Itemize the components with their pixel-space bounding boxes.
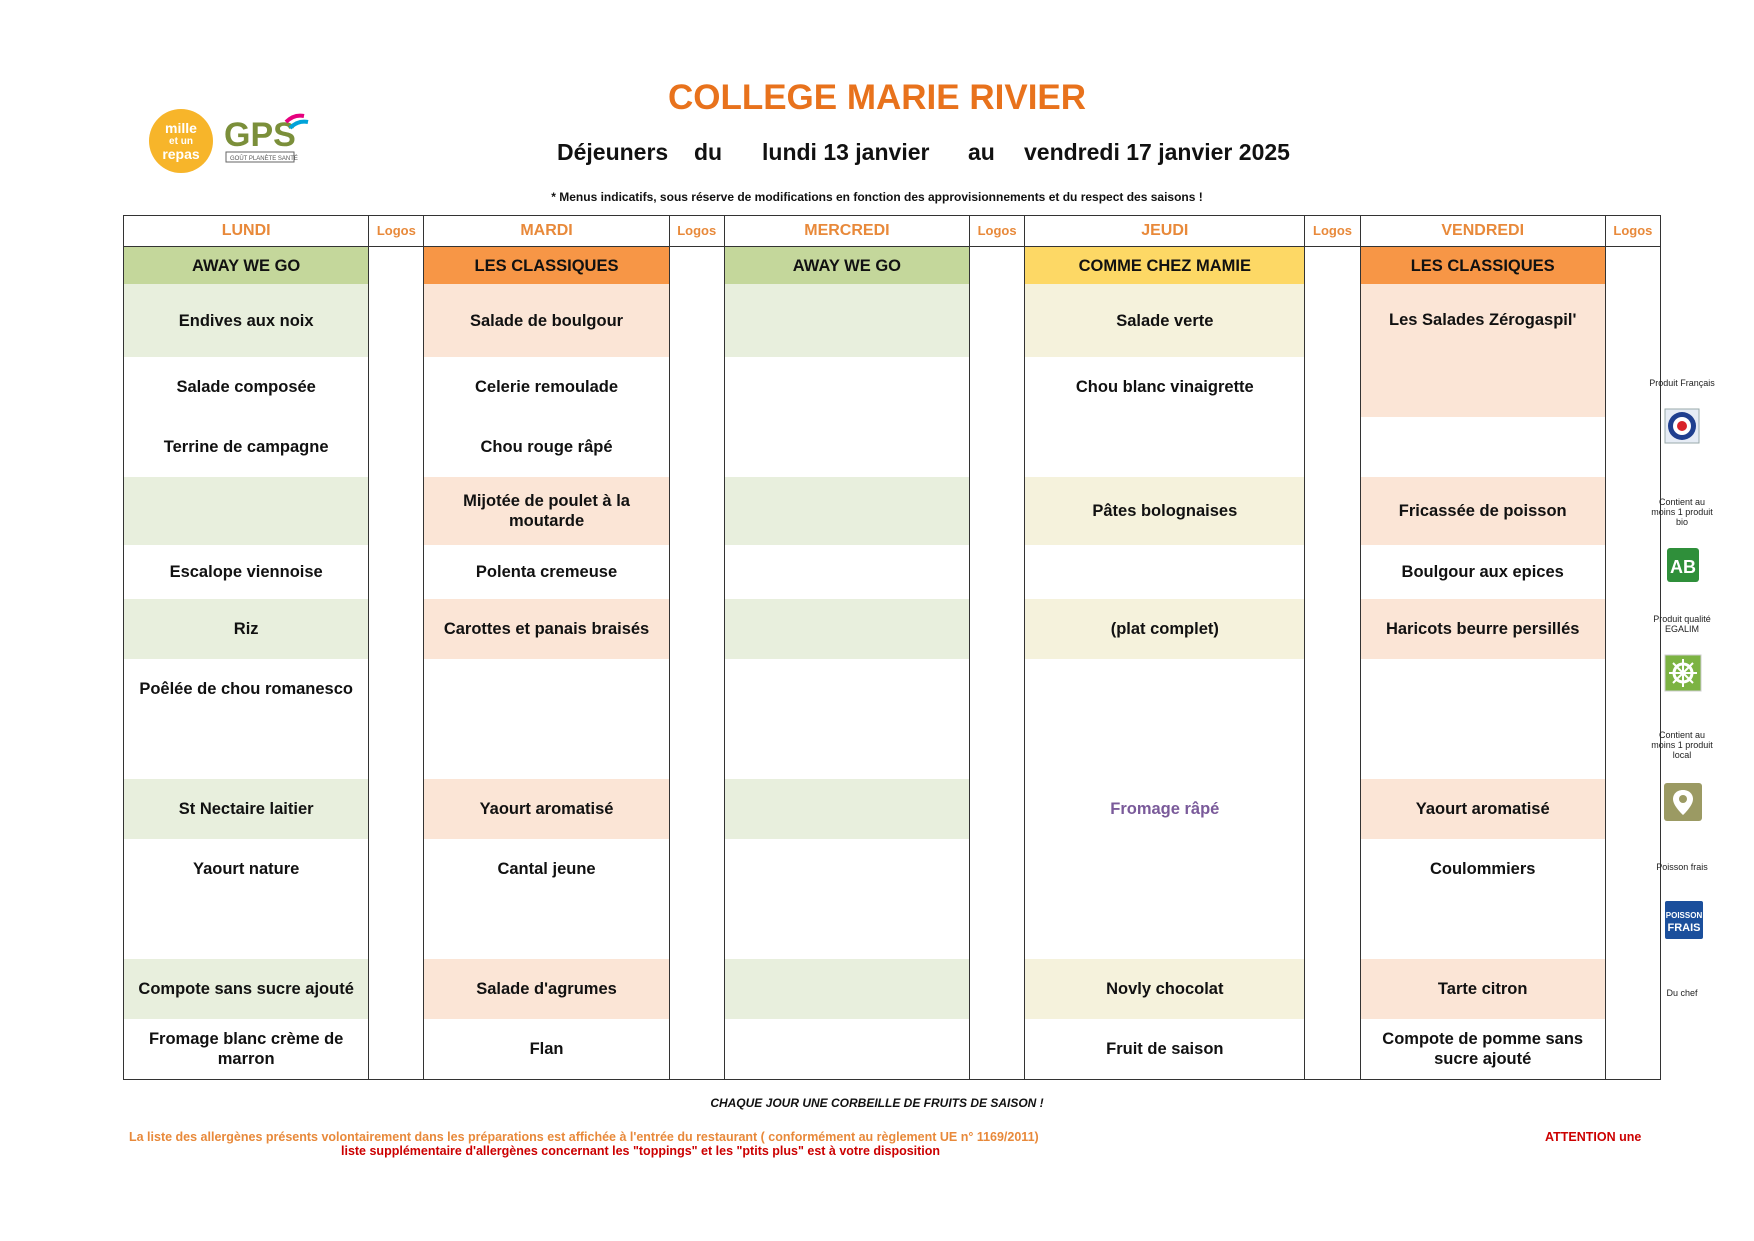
legend-label: Contient au moins 1 produit bio <box>1651 497 1713 527</box>
legend-label: Du chef <box>1666 988 1698 998</box>
menu-row <box>124 477 1661 545</box>
menu-item: Carottes et panais braisés <box>424 599 669 659</box>
au-label: au <box>968 139 995 165</box>
menu-item: Compote sans sucre ajouté <box>124 959 369 1019</box>
menu-item: Fruit de saison <box>1025 1019 1305 1079</box>
ab-bio-icon <box>1666 547 1700 583</box>
mille-et-un-repas-logo <box>149 109 213 173</box>
gps-logo-text: GPS <box>224 116 296 154</box>
menu-item: Compote de pomme sans sucre ajouté <box>1360 1019 1605 1079</box>
menu-item-empty <box>124 477 369 545</box>
day-header: MARDI <box>424 216 669 247</box>
menu-item: Fromage râpé <box>1025 659 1305 959</box>
day-header: JEUDI <box>1025 216 1305 247</box>
logos-header: Logos <box>669 216 724 247</box>
menu-item: Novly chocolat <box>1025 959 1305 1019</box>
menu-row <box>124 839 1661 959</box>
menu-item: Boulgour aux epices <box>1360 545 1605 599</box>
ab-bio-icon-text: AB <box>1670 557 1696 577</box>
theme-label: COMME CHEZ MAMIE <box>1025 247 1305 285</box>
logo-text: repas <box>162 145 200 162</box>
menu-item: Polenta cremeuse <box>424 545 669 599</box>
menu-item: Coulommiers <box>1360 839 1605 959</box>
menu-item: Salade de boulgour <box>424 284 669 357</box>
poisson-frais-icon <box>1664 900 1704 940</box>
menu-row <box>124 284 1661 357</box>
logo-text: et un <box>169 135 193 147</box>
menu-row <box>124 417 1661 477</box>
logo-text: mille <box>165 119 197 136</box>
legend-label: Poisson frais <box>1656 862 1708 872</box>
menu-item: (plat complet) <box>1025 599 1305 659</box>
date-start: lundi 13 janvier <box>762 139 930 165</box>
legend-label: Produit qualité EGALIM <box>1653 614 1711 634</box>
gps-logo <box>224 112 314 168</box>
menu-item: Chou rouge râpé <box>424 417 669 477</box>
menu-row <box>124 779 1661 839</box>
logos-header: Logos <box>1305 216 1360 247</box>
page-title: COLLEGE MARIE RIVIER <box>667 78 1087 117</box>
menu-item: Endives aux noix <box>124 284 369 357</box>
fruits-note: CHAQUE JOUR UNE CORBEILLE DE FRUITS DE SAISON ! <box>710 1096 1044 1110</box>
gps-logo-subtext: GOÛT PLANÈTE SANTÉ <box>230 156 298 162</box>
menu-item: Tarte citron <box>1360 959 1605 1019</box>
allergenes-note: La liste des allergènes présents volontairement dans les préparations est affichée à l'entrée du restaurant ( conformément au règlement UE n° 1169/2011) <box>129 1130 1039 1144</box>
menu-item: Pâtes bolognaises <box>1025 477 1305 545</box>
menu-item: Celerie remoulade <box>424 357 669 417</box>
disclaimer: * Menus indicatifs, sous réserve de modifications en fonction des approvisionnements et du respect des saisons ! <box>551 190 1203 204</box>
menu-item: Chou blanc vinaigrette <box>1025 357 1305 417</box>
egalim-icon <box>1664 654 1702 692</box>
dejeuners-label: Déjeuners <box>557 139 669 165</box>
menu-item: Salade d'agrumes <box>424 959 669 1019</box>
menu-row <box>124 659 1661 779</box>
menu-item: Mijotée de poulet à la moutarde <box>424 477 669 545</box>
theme-label: LES CLASSIQUES <box>1360 247 1605 285</box>
menu-item: Yaourt aromatisé <box>424 779 669 839</box>
menu-item: Escalope viennoise <box>124 545 369 599</box>
menu-row <box>124 599 1661 659</box>
logos-header: Logos <box>970 216 1025 247</box>
day-header: MERCREDI <box>724 216 969 247</box>
menu-item: Yaourt aromatisé <box>1360 779 1605 839</box>
menu-item-empty <box>724 284 969 357</box>
day-header: VENDREDI <box>1360 216 1605 247</box>
date-end: vendredi 17 janvier 2025 <box>1024 139 1290 165</box>
menu-item: Salade composée <box>124 357 369 417</box>
theme-label: AWAY WE GO <box>724 247 969 285</box>
menu-item: Les Salades Zérogaspil' <box>1360 284 1605 417</box>
menu-table <box>123 215 1661 1080</box>
menu-item: Poêlée de chou romanesco <box>124 659 369 779</box>
logos-header: Logos <box>369 216 424 247</box>
poisson-frais-icon-text: FRAIS <box>1667 922 1701 934</box>
menu-item: Salade verte <box>1025 284 1305 357</box>
cocarde-icon <box>1664 408 1700 444</box>
theme-label: LES CLASSIQUES <box>424 247 669 285</box>
menu-item: Fricassée de poisson <box>1360 477 1605 545</box>
menu-item: Yaourt nature <box>124 839 369 959</box>
poisson-frais-icon-text: POISSON <box>1665 911 1703 920</box>
legend-label: Contient au moins 1 produit local <box>1651 730 1713 760</box>
theme-label: AWAY WE GO <box>124 247 369 285</box>
local-pin-icon <box>1663 782 1703 822</box>
menu-item: Terrine de campagne <box>124 417 369 477</box>
day-header: LUNDI <box>124 216 369 247</box>
theme-row <box>124 247 1661 285</box>
du-label: du <box>694 139 723 165</box>
day-header-row <box>124 216 1661 247</box>
attention-note: ATTENTION une <box>1545 1130 1642 1144</box>
menu-item: Riz <box>124 599 369 659</box>
allergenes-note-2: liste supplémentaire d'allergènes concernant les "toppings" et les "ptits plus" est à votre disposition <box>341 1144 941 1158</box>
menu-item: Cantal jeune <box>424 839 669 959</box>
logos-header: Logos <box>1605 216 1660 247</box>
legend-label: Produit Français <box>1649 378 1715 388</box>
menu-item: Flan <box>424 1019 669 1079</box>
menu-item: St Nectaire laitier <box>124 779 369 839</box>
menu-item: Haricots beurre persillés <box>1360 599 1605 659</box>
menu-item: Fromage blanc crème de marron <box>124 1019 369 1079</box>
menu-row <box>124 959 1661 1019</box>
menu-row <box>124 1019 1661 1079</box>
menu-row <box>124 545 1661 599</box>
